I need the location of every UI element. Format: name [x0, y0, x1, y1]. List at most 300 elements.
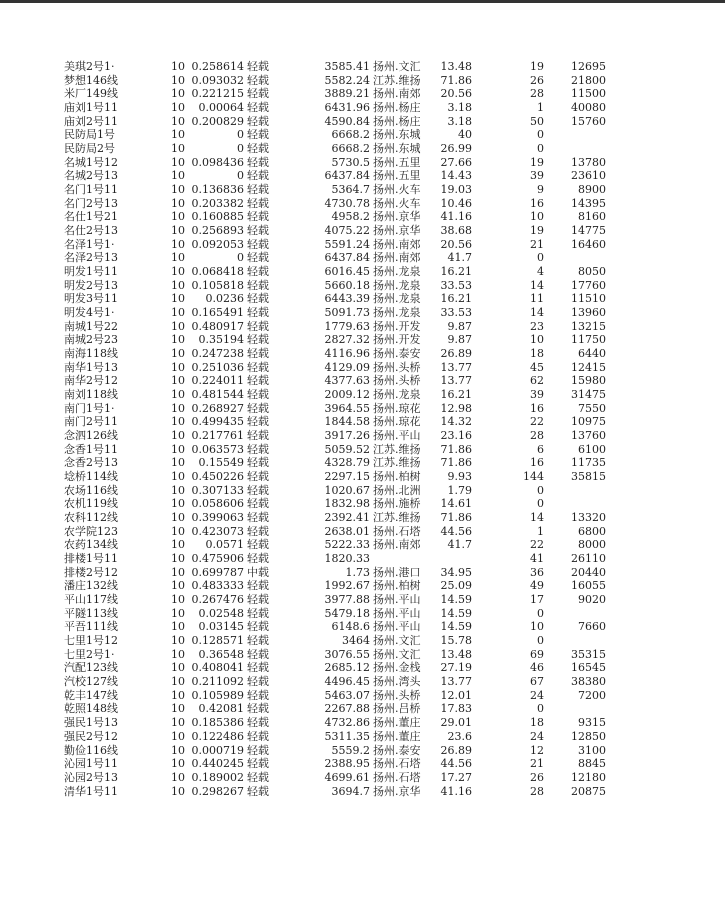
cell-line-name: 南华1号13 — [64, 360, 118, 374]
cell-value: 71.86 — [440, 456, 472, 470]
cell-load-rate: 0.298267 — [191, 784, 244, 798]
cell-load-status: 轻载 — [247, 456, 269, 470]
cell-load-rate: 0.165491 — [191, 306, 244, 320]
cell-count: 16 — [530, 456, 544, 470]
cell-count: 0 — [537, 251, 544, 265]
cell-station: 扬州.柏树 — [373, 579, 421, 593]
cell-voltage: 10 — [171, 511, 185, 525]
cell-voltage: 10 — [171, 347, 185, 361]
cell-amount: 13320 — [571, 511, 606, 525]
cell-count: 18 — [530, 347, 544, 361]
cell-value: 13.77 — [440, 360, 472, 374]
cell-voltage: 10 — [171, 770, 185, 784]
cell-load-status: 轻载 — [247, 278, 269, 292]
cell-amount: 12180 — [571, 770, 606, 784]
cell-voltage: 10 — [171, 606, 185, 620]
cell-value: 20.56 — [440, 237, 472, 251]
cell-amount: 8050 — [578, 265, 606, 279]
cell-station: 扬州.施桥 — [373, 497, 421, 511]
cell-station: 扬州.龙泉 — [373, 292, 421, 306]
cell-line-name: 南海118线 — [64, 347, 118, 361]
cell-load-rate: 0.098436 — [191, 155, 244, 169]
cell-load-status: 轻载 — [247, 237, 269, 251]
cell-load-status: 轻载 — [247, 196, 269, 210]
cell-station: 扬州.石塔 — [373, 770, 421, 784]
cell-count: 12 — [530, 743, 544, 757]
cell-value: 38.68 — [440, 224, 472, 238]
cell-load-rate: 0.307133 — [191, 483, 244, 497]
cell-load-status: 轻载 — [247, 606, 269, 620]
cell-capacity: 1992.67 — [324, 579, 370, 593]
cell-load-status: 轻载 — [247, 292, 269, 306]
cell-amount: 16460 — [571, 237, 606, 251]
cell-voltage: 10 — [171, 716, 185, 730]
cell-amount: 16545 — [571, 661, 606, 675]
cell-capacity: 6668.2 — [331, 128, 370, 142]
cell-count: 17 — [530, 593, 544, 607]
cell-capacity: 5479.18 — [324, 606, 370, 620]
top-border — [0, 0, 725, 3]
cell-amount: 11750 — [571, 333, 606, 347]
cell-value: 44.56 — [440, 524, 472, 538]
cell-amount: 3100 — [578, 743, 606, 757]
cell-voltage: 10 — [171, 73, 185, 87]
cell-count: 69 — [530, 647, 544, 661]
cell-count: 10 — [530, 210, 544, 224]
cell-line-name: 农场116线 — [64, 483, 118, 497]
cell-line-name: 南门2号11 — [64, 415, 118, 429]
cell-count: 28 — [530, 429, 544, 443]
cell-line-name: 汽配123线 — [64, 661, 118, 675]
cell-line-name: 民防局1号 — [64, 128, 115, 142]
cell-amount: 23610 — [571, 169, 606, 183]
table-row — [0, 306, 725, 320]
table-row — [0, 415, 725, 429]
cell-voltage: 10 — [171, 675, 185, 689]
cell-capacity: 4377.63 — [324, 374, 370, 388]
cell-value: 23.16 — [440, 429, 472, 443]
cell-amount: 11510 — [571, 292, 606, 306]
cell-line-name: 平隧113线 — [64, 606, 118, 620]
cell-line-name: 埝桥114线 — [64, 470, 118, 484]
cell-voltage: 10 — [171, 688, 185, 702]
cell-station: 扬州.龙泉 — [373, 265, 421, 279]
cell-voltage: 10 — [171, 565, 185, 579]
cell-value: 14.59 — [440, 606, 472, 620]
cell-amount: 7200 — [578, 688, 606, 702]
cell-load-rate: 0 — [237, 128, 244, 142]
cell-load-status: 轻载 — [247, 675, 269, 689]
cell-value: 29.01 — [440, 716, 472, 730]
cell-load-rate: 0.499435 — [191, 415, 244, 429]
cell-load-rate: 0.063573 — [191, 442, 244, 456]
cell-load-rate: 0.058606 — [191, 497, 244, 511]
cell-capacity: 5311.35 — [324, 729, 370, 743]
cell-voltage: 10 — [171, 442, 185, 456]
cell-load-status: 轻载 — [247, 716, 269, 730]
cell-voltage: 10 — [171, 552, 185, 566]
cell-amount: 17760 — [571, 278, 606, 292]
table-row — [0, 429, 725, 443]
table-row — [0, 607, 725, 621]
cell-line-name: 民防局2号 — [64, 142, 115, 156]
cell-amount: 13960 — [571, 306, 606, 320]
cell-voltage: 10 — [171, 647, 185, 661]
cell-line-name: 农机119线 — [64, 497, 118, 511]
table-row — [0, 60, 725, 74]
cell-voltage: 10 — [171, 224, 185, 238]
cell-load-status: 轻载 — [247, 319, 269, 333]
cell-load-status: 轻载 — [247, 347, 269, 361]
cell-voltage: 10 — [171, 210, 185, 224]
table-row — [0, 771, 725, 785]
cell-load-status: 轻载 — [247, 770, 269, 784]
cell-line-name: 排楼2号12 — [64, 565, 118, 579]
cell-value: 33.53 — [440, 306, 472, 320]
cell-station: 扬州.开发 — [373, 319, 421, 333]
cell-load-rate: 0.699787 — [191, 565, 244, 579]
cell-voltage: 10 — [171, 702, 185, 716]
cell-station: 扬州.董庄 — [373, 729, 421, 743]
cell-station: 扬州.金栈 — [373, 661, 421, 675]
cell-line-name: 名仕2号13 — [64, 224, 118, 238]
cell-load-status: 轻载 — [247, 169, 269, 183]
cell-amount: 13780 — [571, 155, 606, 169]
cell-line-name: 乾照148线 — [64, 702, 118, 716]
cell-voltage: 10 — [171, 456, 185, 470]
cell-amount: 8900 — [578, 183, 606, 197]
cell-voltage: 10 — [171, 784, 185, 798]
cell-load-status: 轻载 — [247, 142, 269, 156]
cell-load-rate: 0.224011 — [191, 374, 244, 388]
cell-load-rate: 0.203382 — [191, 196, 244, 210]
cell-voltage: 10 — [171, 497, 185, 511]
table-row — [0, 675, 725, 689]
cell-count: 46 — [530, 661, 544, 675]
cell-line-name: 念香2号13 — [64, 456, 118, 470]
cell-capacity: 2827.32 — [324, 333, 370, 347]
cell-load-status: 轻载 — [247, 415, 269, 429]
cell-capacity: 2685.12 — [324, 661, 370, 675]
table-row — [0, 456, 725, 470]
cell-voltage: 10 — [171, 237, 185, 251]
cell-line-name: 念香1号11 — [64, 442, 118, 456]
table-row — [0, 470, 725, 484]
cell-load-rate: 0.068418 — [191, 265, 244, 279]
cell-capacity: 4699.61 — [324, 770, 370, 784]
cell-station: 扬州.头桥 — [373, 374, 421, 388]
cell-capacity: 3076.55 — [324, 647, 370, 661]
cell-station: 扬州.平山 — [373, 429, 421, 443]
cell-value: 16.21 — [440, 292, 472, 306]
cell-load-rate: 0.093032 — [191, 73, 244, 87]
cell-load-status: 轻载 — [247, 401, 269, 415]
cell-amount: 13215 — [571, 319, 606, 333]
cell-station: 扬州.泰安 — [373, 347, 421, 361]
cell-voltage: 10 — [171, 483, 185, 497]
cell-value: 71.86 — [440, 511, 472, 525]
cell-station: 扬州.杨庄 — [373, 114, 421, 128]
cell-voltage: 10 — [171, 429, 185, 443]
table-row — [0, 265, 725, 279]
cell-count: 50 — [530, 114, 544, 128]
cell-capacity: 4732.86 — [324, 716, 370, 730]
cell-value: 26.89 — [440, 743, 472, 757]
cell-value: 27.66 — [440, 155, 472, 169]
cell-capacity: 3464 — [342, 634, 370, 648]
cell-amount: 12695 — [571, 60, 606, 73]
cell-load-rate: 0.122486 — [191, 729, 244, 743]
table-row — [0, 279, 725, 293]
cell-station: 扬州.北洲 — [373, 483, 421, 497]
table-row — [0, 347, 725, 361]
cell-amount: 31475 — [571, 388, 606, 402]
cell-load-rate: 0.268927 — [191, 401, 244, 415]
cell-station: 扬州.琼花 — [373, 415, 421, 429]
cell-capacity: 5559.2 — [331, 743, 370, 757]
cell-load-status: 轻载 — [247, 60, 269, 73]
cell-count: 0 — [537, 142, 544, 156]
cell-station: 扬州.京华 — [373, 224, 421, 238]
cell-value: 9.93 — [447, 470, 472, 484]
table-row — [0, 484, 725, 498]
cell-line-name: 名泽2号13 — [64, 251, 118, 265]
cell-line-name: 念泗126线 — [64, 429, 118, 443]
cell-count: 19 — [530, 224, 544, 238]
cell-load-rate: 0.0571 — [205, 538, 244, 552]
cell-voltage: 10 — [171, 87, 185, 101]
cell-load-rate: 0.256893 — [191, 224, 244, 238]
cell-station: 扬州.南郊 — [373, 538, 421, 552]
cell-load-rate: 0.15549 — [198, 456, 244, 470]
cell-voltage: 10 — [171, 757, 185, 771]
cell-station: 扬州.港口 — [373, 565, 421, 579]
cell-load-rate: 0.217761 — [191, 429, 244, 443]
table-row — [0, 744, 725, 758]
cell-count: 28 — [530, 87, 544, 101]
cell-count: 16 — [530, 401, 544, 415]
cell-amount: 9315 — [578, 716, 606, 730]
cell-voltage: 10 — [171, 114, 185, 128]
cell-station: 江苏.维扬 — [373, 511, 421, 525]
cell-count: 0 — [537, 497, 544, 511]
cell-line-name: 农学院123 — [64, 524, 118, 538]
cell-amount: 9020 — [578, 593, 606, 607]
cell-voltage: 10 — [171, 60, 185, 73]
cell-line-name: 名门2号13 — [64, 196, 118, 210]
cell-amount: 35315 — [571, 647, 606, 661]
cell-value: 41.7 — [447, 538, 472, 552]
cell-capacity: 1020.67 — [324, 483, 370, 497]
cell-value: 13.48 — [440, 60, 472, 73]
cell-value: 3.18 — [447, 101, 472, 114]
cell-load-status: 轻载 — [247, 73, 269, 87]
cell-line-name: 勤俭116线 — [64, 743, 118, 757]
cell-load-status: 轻载 — [247, 210, 269, 224]
cell-load-rate: 0.36548 — [198, 647, 244, 661]
cell-capacity: 3917.26 — [324, 429, 370, 443]
cell-station: 扬州.石塔 — [373, 757, 421, 771]
cell-load-rate: 0.423073 — [191, 524, 244, 538]
cell-capacity: 5091.73 — [324, 306, 370, 320]
cell-count: 14 — [530, 511, 544, 525]
cell-station: 扬州.南郊 — [373, 251, 421, 265]
cell-capacity: 4496.45 — [324, 675, 370, 689]
cell-capacity: 5463.07 — [324, 688, 370, 702]
cell-voltage: 10 — [171, 155, 185, 169]
cell-load-rate: 0.251036 — [191, 360, 244, 374]
cell-capacity: 6016.45 — [324, 265, 370, 279]
cell-voltage: 10 — [171, 524, 185, 538]
cell-station: 扬州.东城 — [373, 128, 421, 142]
cell-capacity: 1844.58 — [324, 415, 370, 429]
cell-load-status: 轻载 — [247, 661, 269, 675]
cell-value: 27.19 — [440, 661, 472, 675]
cell-amount: 14395 — [571, 196, 606, 210]
cell-capacity: 4730.78 — [324, 196, 370, 210]
cell-capacity: 3694.7 — [331, 784, 370, 798]
cell-load-rate: 0.440245 — [191, 757, 244, 771]
cell-load-status: 轻载 — [247, 688, 269, 702]
cell-line-name: 明发3号11 — [64, 292, 118, 306]
cell-load-status: 轻载 — [247, 470, 269, 484]
cell-value: 14.59 — [440, 620, 472, 634]
table-row — [0, 702, 725, 716]
cell-voltage: 10 — [171, 265, 185, 279]
table-row — [0, 210, 725, 224]
cell-amount: 10975 — [571, 415, 606, 429]
cell-capacity: 5364.7 — [331, 183, 370, 197]
cell-line-name: 平吾111线 — [64, 620, 118, 634]
cell-capacity: 1820.33 — [324, 552, 370, 566]
cell-load-status: 轻载 — [247, 114, 269, 128]
cell-voltage: 10 — [171, 579, 185, 593]
cell-voltage: 10 — [171, 183, 185, 197]
cell-station: 扬州.平山 — [373, 606, 421, 620]
cell-load-status: 轻载 — [247, 87, 269, 101]
cell-load-status: 轻载 — [247, 483, 269, 497]
cell-count: 24 — [530, 688, 544, 702]
cell-station: 扬州.五里 — [373, 155, 421, 169]
table-row — [0, 87, 725, 101]
cell-amount: 8845 — [578, 757, 606, 771]
table-row — [0, 620, 725, 634]
cell-station: 扬州.吕桥 — [373, 702, 421, 716]
cell-value: 12.98 — [440, 401, 472, 415]
cell-line-name: 名门1号11 — [64, 183, 118, 197]
cell-capacity: 4958.2 — [331, 210, 370, 224]
cell-line-name: 明发2号13 — [64, 278, 118, 292]
cell-load-rate: 0.136836 — [191, 183, 244, 197]
cell-line-name: 强民1号13 — [64, 716, 118, 730]
cell-value: 44.56 — [440, 757, 472, 771]
table-row — [0, 74, 725, 88]
cell-capacity: 1779.63 — [324, 319, 370, 333]
cell-count: 26 — [530, 770, 544, 784]
cell-load-status: 轻载 — [247, 306, 269, 320]
cell-value: 23.6 — [447, 729, 472, 743]
cell-capacity: 2392.41 — [324, 511, 370, 525]
cell-count: 10 — [530, 620, 544, 634]
cell-amount: 8000 — [578, 538, 606, 552]
table-row — [0, 251, 725, 265]
cell-load-rate: 0.211092 — [191, 675, 244, 689]
table-row — [0, 785, 725, 799]
cell-load-status: 轻载 — [247, 183, 269, 197]
cell-load-status: 轻载 — [247, 224, 269, 238]
table-row — [0, 197, 725, 211]
cell-station: 扬州.文汇 — [373, 647, 421, 661]
cell-load-rate: 0.35194 — [198, 333, 244, 347]
cell-value: 16.21 — [440, 388, 472, 402]
cell-count: 16 — [530, 196, 544, 210]
cell-station: 扬州.董庄 — [373, 716, 421, 730]
table-row — [0, 566, 725, 580]
cell-load-rate: 0.105989 — [191, 688, 244, 702]
cell-count: 14 — [530, 306, 544, 320]
table-row — [0, 374, 725, 388]
cell-capacity: 2638.01 — [324, 524, 370, 538]
cell-voltage: 10 — [171, 128, 185, 142]
cell-value: 40 — [458, 128, 472, 142]
cell-value: 41.16 — [440, 784, 472, 798]
table-row — [0, 730, 725, 744]
cell-count: 0 — [537, 128, 544, 142]
cell-value: 3.18 — [447, 114, 472, 128]
cell-count: 11 — [530, 292, 544, 306]
cell-load-rate: 0 — [237, 251, 244, 265]
cell-load-rate: 0.450226 — [191, 470, 244, 484]
table-row — [0, 525, 725, 539]
cell-voltage: 10 — [171, 142, 185, 156]
cell-value: 71.86 — [440, 73, 472, 87]
cell-amount: 20875 — [571, 784, 606, 798]
cell-voltage: 10 — [171, 292, 185, 306]
cell-line-name: 明发4号1· — [64, 306, 115, 320]
cell-line-name: 强民2号12 — [64, 729, 118, 743]
cell-count: 49 — [530, 579, 544, 593]
cell-line-name: 南城2号23 — [64, 333, 118, 347]
cell-load-rate: 0 — [237, 142, 244, 156]
cell-value: 14.61 — [440, 497, 472, 511]
cell-count: 26 — [530, 73, 544, 87]
cell-count: 36 — [530, 565, 544, 579]
cell-voltage: 10 — [171, 333, 185, 347]
cell-value: 1.79 — [447, 483, 472, 497]
cell-load-status: 轻载 — [247, 442, 269, 456]
cell-line-name: 庙刘1号11 — [64, 101, 118, 114]
cell-station: 扬州.龙泉 — [373, 278, 421, 292]
cell-voltage: 10 — [171, 634, 185, 648]
cell-value: 26.99 — [440, 142, 472, 156]
cell-count: 9 — [537, 183, 544, 197]
cell-station: 扬州.火车 — [373, 183, 421, 197]
cell-count: 0 — [537, 634, 544, 648]
cell-capacity: 5660.18 — [324, 278, 370, 292]
cell-value: 17.27 — [440, 770, 472, 784]
cell-amount: 7660 — [578, 620, 606, 634]
cell-station: 扬州.头桥 — [373, 688, 421, 702]
cell-load-status: 轻载 — [247, 634, 269, 648]
cell-count: 67 — [530, 675, 544, 689]
table-row — [0, 497, 725, 511]
cell-count: 21 — [530, 237, 544, 251]
cell-station: 扬州.京华 — [373, 210, 421, 224]
table-row — [0, 320, 725, 334]
cell-capacity: 6437.84 — [324, 169, 370, 183]
table-row — [0, 716, 725, 730]
cell-value: 19.03 — [440, 183, 472, 197]
